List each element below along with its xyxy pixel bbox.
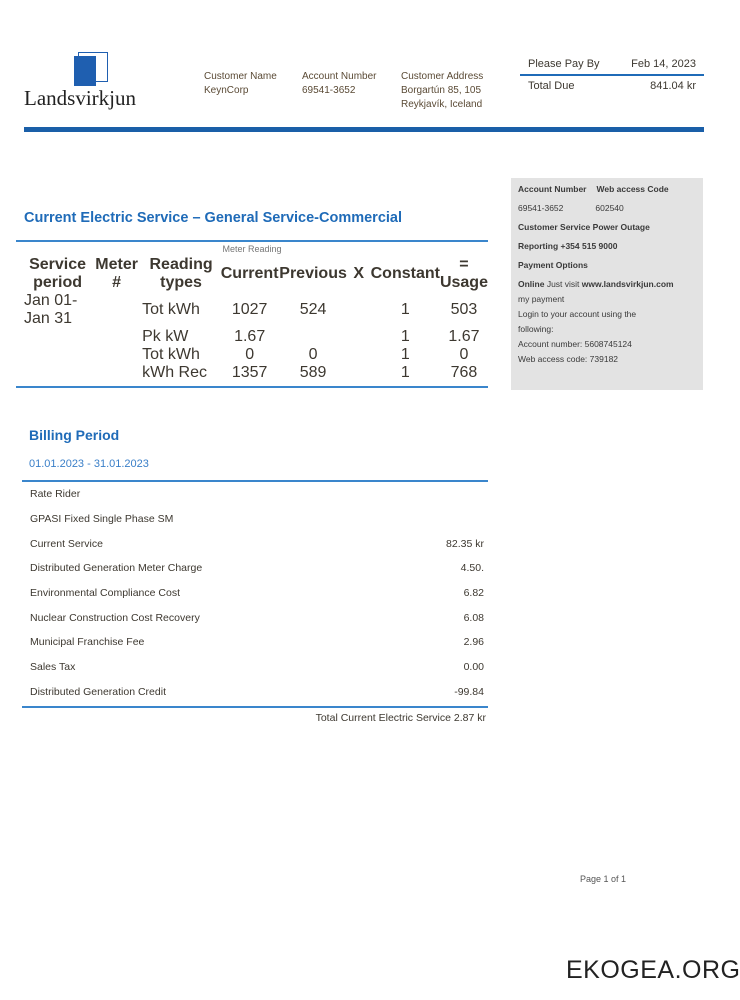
table-cell: 1 [400,301,410,318]
item-label: Distributed Generation Credit [30,685,166,698]
item-amount: 4.50. [460,562,484,575]
address-block [401,70,483,112]
address-label: Customer Address [401,71,484,82]
total-due-amount: 841.04 kr [650,80,696,92]
watermark: EKOGEA.ORG [566,956,740,984]
billing-line-item [22,531,488,556]
table-cell: 503 [450,301,478,318]
column-header: Service period [29,256,87,291]
divider [520,74,704,76]
table-cell [16,346,91,364]
billing-items [22,480,488,728]
table-cell [91,328,142,346]
payment-line: following: [518,324,554,334]
column-header: Constant [370,265,440,282]
payment-web-code: Web access code: 739182 [518,354,619,364]
meter-reading-header: Meter Reading [222,244,282,254]
item-label: Current Service [30,537,103,550]
table-cell: 1.67 [234,328,266,345]
customer-name-label: Customer Name [204,71,277,82]
column-header: Previous [279,265,347,282]
payment-account-number: Account number: 5608745124 [518,339,632,349]
billing-title: Billing Period [29,427,120,443]
billing-line-item [22,630,488,655]
customer-service-phone: Reporting +354 515 9000 [518,241,618,251]
item-amount: 2.96 [463,636,484,649]
table-cell: kWh Rec [142,364,208,381]
table-cell: Pk kW [142,328,189,345]
account-number-block [302,70,376,98]
online-label: Online [518,279,545,289]
billing-total: Total Current Electric Service 2.87 kr [315,712,486,725]
item-amount: 82.35 kr [446,537,484,550]
column-header: Reading types [149,256,213,291]
customer-service-label: Customer Service Power Outage [518,222,650,232]
side-account-number: 69541-3652 [518,203,564,213]
side-web-code: 602540 [595,203,624,213]
column-header: X [353,265,365,282]
table-cell: 1357 [231,364,268,381]
column-header: Current [220,265,279,282]
table-cell [16,364,91,382]
table-cell: Tot kWh [142,346,200,363]
table-row [16,292,488,328]
table-cell [347,346,371,364]
column-header: = Usage [439,256,488,291]
table-cell: Jan 01- Jan 31 [24,292,78,327]
table-cell: 0 [245,346,255,363]
item-amount: -99.84 [454,685,484,698]
table-row [16,364,488,382]
table-cell: Tot kWh [142,301,200,318]
table-row [16,328,488,346]
online-text: Just visit [546,279,580,289]
table-cell [279,328,347,346]
customer-name-block [204,70,277,98]
table-cell: 1 [400,328,410,345]
billing-line-item [22,482,488,507]
address-line2: Reykjavík, Iceland [401,99,483,110]
table-cell: 0 [459,346,469,363]
table-cell: 1 [400,364,410,381]
side-web-code-label: Web access Code [596,184,669,194]
payment-summary [520,56,704,94]
item-label: GPASI Fixed Single Phase SM [30,513,174,526]
table-cell: 1 [400,346,410,363]
service-title: Current Electric Service – General Service-Commercial [24,210,402,226]
side-account-label: Account Number [518,184,587,194]
billing-line-item [22,581,488,606]
item-amount: 0.00 [463,661,484,674]
customer-name: KeynCorp [204,85,249,96]
billing-line-item [22,655,488,680]
company-logo-text: Landsvirkjun [24,86,136,110]
account-number: 69541-3652 [302,85,356,96]
header-divider [24,127,704,132]
meter-reading-table [16,240,488,388]
table-cell [91,364,142,382]
account-info-panel [511,178,703,390]
billing-line-item [22,556,488,581]
table-cell [347,292,371,328]
table-cell [16,328,91,346]
item-label: Rate Rider [30,488,81,501]
pay-by-date: Feb 14, 2023 [631,58,696,70]
table-cell: 0 [308,346,318,363]
billing-line-item [22,605,488,630]
payment-options-heading: Payment Options [518,260,588,270]
table-cell [91,292,142,328]
page-number: Page 1 of 1 [580,874,627,884]
payment-line: Login to your account using the [518,309,637,319]
table-cell: 1027 [231,301,268,318]
item-amount: 6.82 [463,587,484,600]
table-row [16,346,488,364]
table-cell: 524 [299,301,327,318]
item-amount: 6.08 [463,611,484,624]
table-cell: 589 [299,364,327,381]
item-label: Municipal Franchise Fee [30,636,145,649]
column-header: Meter # [95,256,138,291]
table-cell [347,364,371,382]
table-cell [91,346,142,364]
table-cell [347,328,371,346]
table-cell: 768 [450,364,478,381]
address-line1: Borgartún 85, 105 [401,85,482,96]
account-number-label: Account Number [302,71,377,82]
payment-line: my payment [518,294,565,304]
item-label: Distributed Generation Meter Charge [30,562,203,575]
item-label: Nuclear Construction Cost Recovery [30,611,200,624]
billing-line-item [22,507,488,532]
website-link[interactable]: www.landsvirkjun.com [581,279,674,289]
billing-line-item [22,680,488,705]
logo-icon [74,52,110,86]
billing-period-dates: 01.01.2023 - 31.01.2023 [29,458,149,470]
item-label: Sales Tax [30,661,76,674]
table-cell: 1.67 [448,328,480,345]
pay-by-label: Please Pay By [528,58,600,70]
item-label: Environmental Compliance Cost [30,587,180,600]
total-due-label: Total Due [528,80,575,92]
